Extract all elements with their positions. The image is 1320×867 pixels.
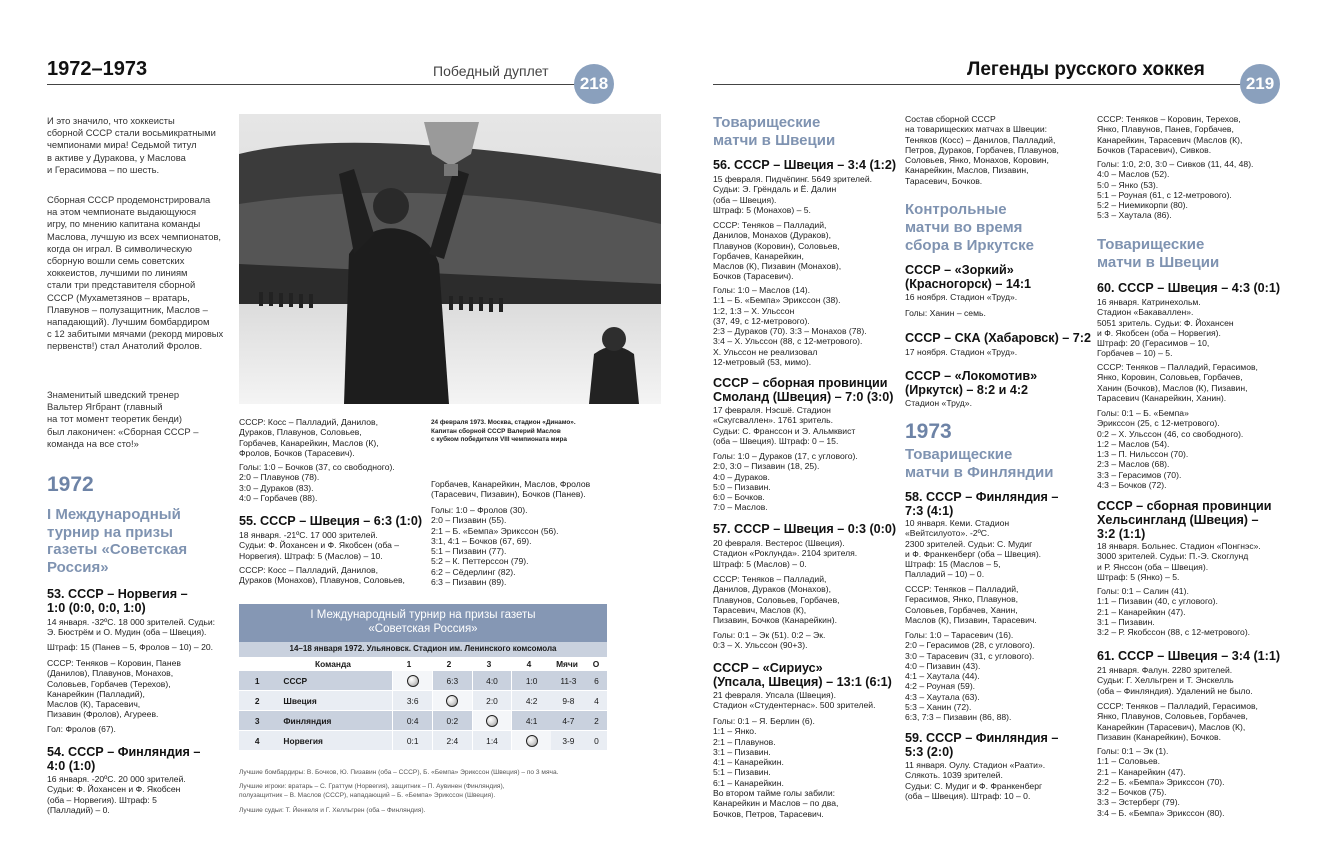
table-cell: 4 bbox=[586, 691, 607, 711]
trophy-photo-image bbox=[239, 114, 661, 404]
match-58-title: 58. СССР – Финляндия – 7:3 (4:1) bbox=[905, 490, 1059, 518]
trophy-photo bbox=[239, 114, 661, 404]
results-table bbox=[239, 657, 607, 671]
match-54-info: 16 января. -20ºС. 20 000 зрителей. Судьи: Ф. Йохансен и Ф. Якобсен (оба – Норвегия). Штраф: 5 (Палладий) – 0. bbox=[47, 774, 186, 815]
ska-match-title: СССР – СКА (Хабаровск) – 7:2 bbox=[905, 331, 1091, 345]
match-59-goals: Голы: 1:0, 2:0, 3:0 – Сивков (11, 44, 48). 4:0 – Маслов (52). 5:0 – Янко (53). 5:1 – Роуная (61, с 12-метрового). 5:2 – Ниемикорпи (80). 5:3 – Хаутала (86). bbox=[1097, 159, 1254, 221]
match-58-goals: Голы: 1:0 – Тарасевич (16). 2:0 – Герасимов (28, с углового). 3:0 – Тарасевич (31, с углового). 4:0 – Пизавин (43). 4:1 – Хаутала (44). 4:2 – Роуная (59). 4:3 – Хаутала (63). 5:3 – Ханин (72). 6:3, 7:3 – Пизавин (86, 88). bbox=[905, 630, 1035, 723]
match-60-title: 60. СССР – Швеция – 4:3 (0:1) bbox=[1097, 281, 1281, 295]
ska-match-info: 17 ноября. Стадион «Труд». bbox=[905, 347, 1018, 357]
match-60-info: 16 января. Катринехольм. Стадион «Бакаваллен». 5051 зритель. Судьи: Ф. Йохансен и Ф. Якобсен (оба – Норвегия). Штраф: 20 (Герасимов – 10, Горбачев – 10) – 5. bbox=[1097, 297, 1234, 359]
zorkiy-match-goals: Голы: Ханин – семь. bbox=[905, 308, 986, 318]
th-goals: Мячи bbox=[556, 659, 578, 669]
match-53-goals: Гол: Фролов (67). bbox=[47, 724, 116, 734]
match-61-lineup: СССР: Теняков – Палладий, Герасимов, Янко, Плавунов, Соловьев, Горбачев, Канарейкин (Тарасевич), Маслов (К), Пизавин (Канарейкин), Бочков. bbox=[1097, 701, 1258, 742]
squad-sweden: Состав сборной СССР на товарищеских матчах в Швеции: Теняков (Косс) – Данилов, Палладий, Петров, Дураков, Горбачев, Плавунов, Соловьев, Янко, Монахов, Коровин, Канарейкин, Маслов, Пизавин, Тарасевич, Бочков. bbox=[905, 114, 1059, 186]
smaland-match-title: СССР – сборная провинции Смоланд (Швеция) – 7:0 (3:0) bbox=[713, 376, 894, 404]
lokomotiv-match-title: СССР – «Локомотив» (Иркутск) – 8:2 и 4:2 bbox=[905, 369, 1038, 397]
match-55-info: 18 января. -21ºС. 17 000 зрителей. Судьи: Ф. Йохансен и Ф. Якобсен (оба – Норвегия). Штраф: 5 (Маслов) – 10. bbox=[239, 530, 400, 561]
match-53-title: 53. СССР – Норвегия – 1:0 (0:0, 0:0, 1:0) bbox=[47, 587, 188, 615]
sirius-match-goals: Голы: 0:1 – Я. Берлин (6). 1:1 – Янко. 2:1 – Плавунов. 3:1 – Пизавин. 4:1 – Канарейкин. 5:1 – Пизавин. 6:1 – Канарейкин. Во втором тайме голы забили: Канарейкин и Маслов – по два, Бочков, Петров, Тарасевич. bbox=[713, 716, 839, 819]
match-55-title: 55. СССР – Швеция – 6:3 (1:0) bbox=[239, 514, 423, 528]
table-cell: 4 bbox=[239, 731, 275, 751]
match-58-lineup: СССР: Теняков – Палладий, Герасимов, Янко, Плавунов, Соловьев, Горбачев, Ханин, Маслов (К), Пизавин, Тарасевич. bbox=[905, 584, 1037, 625]
finland-friendlies-heading: Товарищеские матчи в Финляндии bbox=[905, 446, 1054, 481]
match-55-goals: Голы: 1:0 – Фролов (30). 2:0 – Пизавин (55). 2:1 – Б. «Бемпа» Эрикссон (56). 3:1, 4:1 – Бочков (67, 69). 5:1 – Пизавин (77). 5:2 – К. Петтерссон (79). 6:2 – Сёдерлинг (82). 6:3 – Пизавин (89). bbox=[431, 505, 559, 588]
table-note-referees: Лучшие судьи: Т. Йенкеля и Г. Хелльгрен (оба – Финляндия). bbox=[239, 807, 426, 814]
match-54-lineup: СССР: Косс – Палладий, Данилов, Дураков, Плавунов, Соловьев, Горбачев, Канарейкин, Маслов (К), Фролов, Бочков (Тарасевич). bbox=[239, 417, 379, 458]
table-cell: 6:3 bbox=[433, 671, 473, 691]
match-56-info: 15 февраля. Пидчёпинг. 5649 зрителей. Судьи: Э. Грёндаль и Ё. Далин (оба – Швеция). Штраф: 5 (Монахов) – 5. bbox=[713, 174, 873, 215]
match-54-goals: Голы: 1:0 – Бочков (37, со свободного). 2:0 – Плавунов (78). 3:0 – Дураков (83). 4:0 – Горбачев (88). bbox=[239, 462, 395, 503]
match-57-info: 20 февраля. Вестерос (Швеция). Стадион «Роклунда». 2104 зрителя. Штраф: 5 (Маслов) – 0. bbox=[713, 538, 858, 569]
match-61-info: 21 января. Фалун. 2280 зрителей. Судьи: Г. Хелльгрен и Т. Энскелль (оба – Финляндия). Удалений не было. bbox=[1097, 665, 1253, 696]
irkutsk-heading: Контрольные матчи во время сбора в Иркутске bbox=[905, 201, 1034, 254]
match-53-info: 14 января. -32ºС. 18 000 зрителей. Судьи: Э. Бюстрём и О. Мудин (оба – Швеция). bbox=[47, 617, 216, 638]
table-cell: 3-9 bbox=[551, 731, 586, 751]
sweden-friendlies-heading-1973: Товарищеские матчи в Швеции bbox=[1097, 236, 1220, 271]
table-note-players: Лучшие игроки: вратарь – С. Граттум (Норвегия), защитник – П. Аувинен (Финляндия), полузащитник – В. Маслов (СССР), нападающий – Б. «Бемпа» Эрикссон (Швеция). bbox=[239, 783, 505, 799]
ball-icon-cell bbox=[472, 711, 512, 731]
ball-icon bbox=[407, 675, 419, 687]
table-row bbox=[239, 691, 607, 711]
sirius-match-info: 21 февраля. Упсала (Швеция). Стадион «Студентернас». 500 зрителей. bbox=[713, 690, 876, 711]
table-cell: 3:6 bbox=[393, 691, 433, 711]
table-cell: 2 bbox=[586, 711, 607, 731]
match-57-lineup: СССР: Теняков – Палладий, Данилов, Дураков (Монахов), Плавунов, Соловьев, Горбачев, Тарасевич, Маслов (К), Пизавин, Бочков (Канарейкин). bbox=[713, 574, 840, 626]
smaland-match-info: 17 февраля. Нэсшё. Стадион «Скугсваллен». 1761 зритель. Судьи: С. Франссон и Э. Альмквист (оба – Швеция). Штраф: 0 – 15. bbox=[713, 405, 856, 446]
year-1972: 1972 bbox=[47, 473, 94, 496]
ball-icon-cell bbox=[512, 731, 551, 751]
match-59-lineup: СССР: Теняков – Коровин, Терехов, Янко, Плавунов, Панев, Горбачев, Канарейкин, Тарасевич (Маслов (К), Бочков (Тарасевич), Сивков. bbox=[1097, 114, 1243, 155]
right-header-rule bbox=[713, 84, 1243, 85]
sweden-friendlies-heading: Товарищеские матчи в Швеции bbox=[713, 114, 836, 149]
table-cell: 3 bbox=[239, 711, 275, 731]
results-table-box bbox=[239, 604, 607, 751]
match-55-lineup-cont: Горбачев, Канарейкин, Маслов, Фролов (Тарасевич, Пизавин), Бочков (Панев). bbox=[431, 479, 591, 500]
th-4: 4 bbox=[526, 659, 532, 669]
helsingland-match-info: 18 января. Больнес. Стадион «Понгнэс». 3000 зрителей. Судьи: П.-Э. Скоглунд и Р. Янссон (оба – Швеция). Штраф: 5 (Янко) – 5. bbox=[1097, 541, 1261, 582]
table-cell: Швеция bbox=[275, 691, 392, 711]
zorkiy-match-title: СССР – «Зоркий» (Красногорск) – 14:1 bbox=[905, 263, 1032, 291]
right-page-number: 219 bbox=[1240, 64, 1280, 104]
left-header-rule bbox=[47, 84, 592, 85]
match-53-lineup: СССР: Теняков – Коровин, Панев (Данилов), Плавунов, Монахов, Соловьев, Горбачев (Терехов), Канарейкин (Палладий), Маслов (К), Тарасевич, Пизавин (Фролов), Агуреев. bbox=[47, 658, 181, 720]
match-56-lineup: СССР: Теняков – Палладий, Данилов, Монахов (Дураков), Плавунов (Коровин), Соловьев, Горбачев, Канарейкин, Маслов (К), Пизавин (Монахов), Бочков (Тарасевич). bbox=[713, 220, 842, 282]
table-cell: 0 bbox=[586, 731, 607, 751]
match-57-goals: Голы: 0:1 – Эк (51). 0:2 – Эк. 0:3 – Х. Ульссон (90+3). bbox=[713, 630, 826, 651]
table-cell: Норвегия bbox=[275, 731, 392, 751]
ball-icon bbox=[486, 715, 498, 727]
table-cell: СССР bbox=[275, 671, 392, 691]
th-3: 3 bbox=[486, 659, 492, 669]
match-57-title: 57. СССР – Швеция – 0:3 (0:0) bbox=[713, 522, 897, 536]
table-cell: 4:1 bbox=[512, 711, 551, 731]
match-55-lineup: СССР: Косс – Палладий, Данилов, Дураков (Монахов), Плавунов, Соловьев, bbox=[239, 565, 405, 586]
table-cell: Финляндия bbox=[275, 711, 392, 731]
ball-icon-cell bbox=[433, 691, 473, 711]
right-page-title: Легенды русского хоккея bbox=[967, 59, 1205, 80]
helsingland-match-goals: Голы: 0:1 – Салин (41). 1:1 – Пизавин (40, с углового). 2:1 – Канарейкин (47). 3:1 – Пизавин. 3:2 – Р. Якобссон (88, с 12-метрового). bbox=[1097, 586, 1251, 638]
th-place bbox=[239, 657, 277, 671]
table-cell: 2:0 bbox=[472, 691, 512, 711]
match-61-goals: Голы: 0:1 – Эк (1). 1:1 – Соловьев. 2:1 – Канарейкин (47). 2:2 – Б. «Бемпа» Эрикссон (70). 3:2 – Бочков (75). 3:3 – Эстерберг (79). 3:4 – Б. «Бемпа» Эрикссон (80). bbox=[1097, 746, 1225, 818]
results-table-title: I Международный турнир на призы газеты «Советская Россия» bbox=[239, 604, 607, 642]
zorkiy-match-info: 16 ноября. Стадион «Труд». bbox=[905, 292, 1018, 302]
table-cell: 1:4 bbox=[472, 731, 512, 751]
table-cell: 4-7 bbox=[551, 711, 586, 731]
match-60-lineup: СССР: Теняков – Палладий, Герасимов, Янко, Коровин, Соловьев, Горбачев, Ханин (Бочков), Маслов (К), Пизавин, Тарасевич (Канарейкин, Ханин). bbox=[1097, 362, 1258, 403]
match-53-fine: Штраф: 15 (Панев – 5, Фролов – 10) – 20. bbox=[47, 642, 214, 652]
table-cell: 2:4 bbox=[433, 731, 473, 751]
ball-icon bbox=[446, 695, 458, 707]
table-cell: 9-8 bbox=[551, 691, 586, 711]
intro-paragraph-2: Сборная СССР продемонстрировала на этом чемпионате выдающуюся игру, по мнению капитана команды Маслова, лучшую из всех чемпионатов, когда он играл. В символическую сборную вошли семь советских хоккеистов, лучшими по линиям стали три представителя сборной СССР (Мухаметзянов – вратарь, Плавунов – полузащитник, Маслов – нападающий). Лучшим бомбардиром с 12 забитыми мячами (рекорд мировых первенств!) стал Анатолий Фролов. bbox=[47, 194, 224, 352]
results-table-body bbox=[239, 671, 607, 751]
table-cell: 11-3 bbox=[551, 671, 586, 691]
ball-icon-cell bbox=[393, 671, 433, 691]
table-cell: 6 bbox=[586, 671, 607, 691]
table-note-scorers: Лучшие бомбардиры: В. Бочков, Ю. Пизавин (оба – СССР), Б. «Бемпа» Эрикссон (Швеция) – по 3 мяча. bbox=[239, 769, 559, 776]
table-cell: 0:1 bbox=[393, 731, 433, 751]
match-59-info: 11 января. Оулу. Стадион «Раати». Слякоть. 1039 зрителей. Судьи: С. Мудиг и Ф. Франкенберг (оба – Швеция). Штраф: 10 – 0. bbox=[905, 760, 1046, 801]
table-cell: 0:2 bbox=[433, 711, 473, 731]
ball-icon bbox=[526, 735, 538, 747]
intro-paragraph-3: Знаменитый шведский тренер Вальтер Ягбрант (главный на тот момент теоретик бенди) был лаконичен: «Сборная СССР – команда на все сто!» bbox=[47, 389, 199, 449]
intro-paragraph-1: И это значило, что хоккеисты сборной СССР стали восьмикратными чемпионами мира! Седьмой титул в активе у Дуракова, у Маслова и Герасимова – по шесть. bbox=[47, 115, 216, 175]
table-cell: 1:0 bbox=[512, 671, 551, 691]
sirius-match-title: СССР – «Сириус» (Упсала, Швеция) – 13:1 (6:1) bbox=[713, 661, 892, 689]
helsingland-match-title: СССР – сборная провинции Хельсингланд (Швеция) – 3:2 (1:1) bbox=[1097, 499, 1272, 541]
table-cell: 2 bbox=[239, 691, 275, 711]
match-56-title: 56. СССР – Швеция – 3:4 (1:2) bbox=[713, 158, 897, 172]
match-56-goals: Голы: 1:0 – Маслов (14). 1:1 – Б. «Бемпа» Эрикссон (38). 1:2, 1:3 – Х. Ульссон (37, 49, с 12-метрового). 2:3 – Дураков (70). 3:3 – Монахов (78). 3:4 – Х. Ульссон (88, с 12-метрового). Х. Ульссон не реализовал 12-метровый (53, мимо). bbox=[713, 285, 867, 368]
match-59-title: 59. СССР – Финляндия – 5:3 (2:0) bbox=[905, 731, 1059, 759]
results-table-header bbox=[239, 657, 607, 671]
table-cell: 1 bbox=[239, 671, 275, 691]
match-54-title: 54. СССР – Финляндия – 4:0 (1:0) bbox=[47, 745, 201, 773]
match-60-goals: Голы: 0:1 – Б. «Бемпа» Эрикссон (25, с 12-метрового). 0:2 – Х. Ульссон (46, со свободного). 1:2 – Маслов (54). 1:3 – П. Нильссон (70). 2:3 – Маслов (68). 3:3 – Герасимов (70). 4:3 – Бочков (72). bbox=[1097, 408, 1244, 491]
results-table-subtitle: 14–18 января 1972. Ульяновск. Стадион им. Ленинского комсомола bbox=[239, 642, 607, 657]
year-1973: 1973 bbox=[905, 420, 952, 443]
left-page-number: 218 bbox=[574, 64, 614, 104]
match-61-title: 61. СССР – Швеция – 3:4 (1:1) bbox=[1097, 649, 1281, 663]
table-cell: 4:2 bbox=[512, 691, 551, 711]
table-row bbox=[239, 671, 607, 691]
left-page-subtitle: Победный дуплет bbox=[433, 63, 549, 79]
th-2: 2 bbox=[446, 659, 452, 669]
table-cell: 4:0 bbox=[472, 671, 512, 691]
th-team: Команда bbox=[315, 659, 351, 669]
smaland-match-goals: Голы: 1:0 – Дураков (17, с углового). 2:0, 3:0 – Пизавин (18, 25). 4:0 – Дураков. 5:0 – Пизавин. 6:0 – Бочков. 7:0 – Маслов. bbox=[713, 451, 858, 513]
photo-caption: 24 февраля 1973. Москва, стадион «Динамо». Капитан сборной СССР Валерий Маслов с кубком победителя VIII чемпионата мира bbox=[431, 419, 576, 443]
table-cell: 0:4 bbox=[393, 711, 433, 731]
table-row bbox=[239, 711, 607, 731]
th-points: О bbox=[592, 659, 600, 669]
left-page-years: 1972–1973 bbox=[47, 58, 148, 80]
table-row bbox=[239, 731, 607, 751]
th-1: 1 bbox=[406, 659, 412, 669]
match-58-info: 10 января. Кеми. Стадион «Вейтсилуото». -2ºС. 2300 зрителей. Судьи: С. Мудиг и Ф. Франкенберг (оба – Швеция). Штраф: 15 (Маслов – 5, Палладий – 10) – 0. bbox=[905, 518, 1042, 580]
lokomotiv-match-info: Стадион «Труд». bbox=[905, 398, 972, 408]
tournament-heading: I Международный турнир на призы газеты «Советская Россия» bbox=[47, 506, 188, 576]
